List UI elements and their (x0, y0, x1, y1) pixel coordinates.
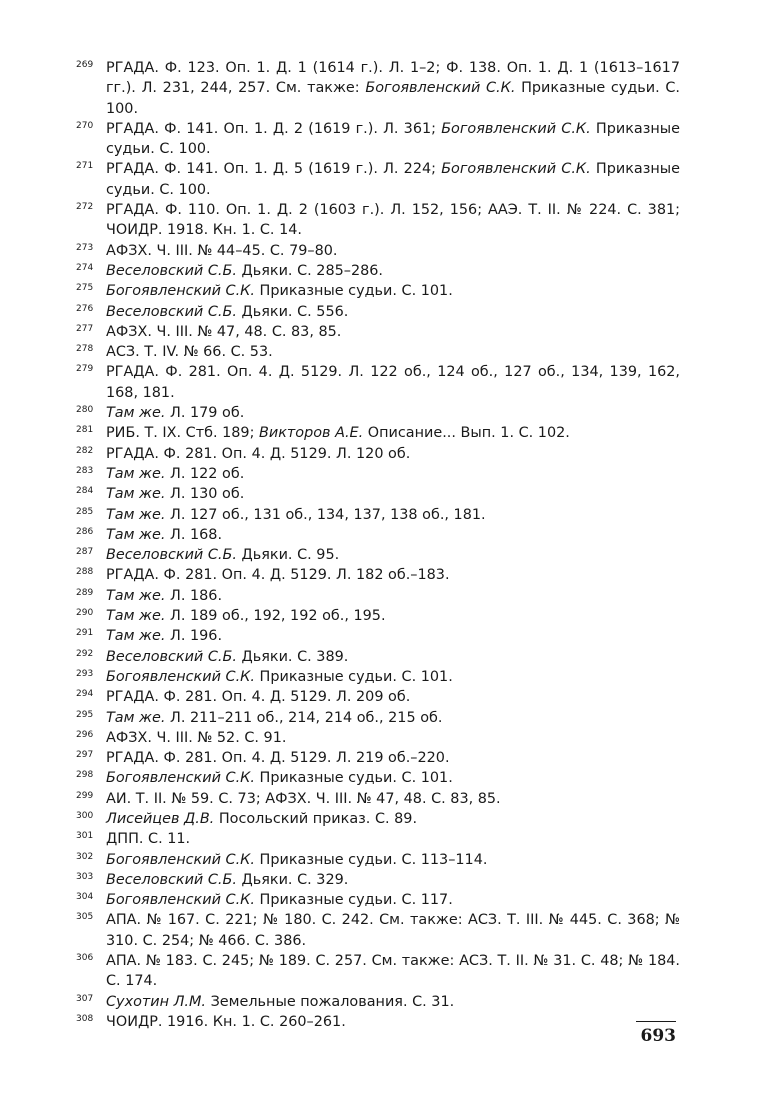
footnote-number: 307 (76, 993, 94, 1004)
footnote (76, 992, 680, 1012)
footnote-text: РГАДА. Ф. 281. Оп. 4. Д. 5129. Л. 122 об., 124 об., 127 об., 134, 139, 162, 168, 181. (106, 364, 680, 401)
footnote-text: Л. 127 об., 131 об., 134, 137, 138 об., 181. (165, 506, 486, 523)
footnote-number: 282 (76, 445, 94, 456)
footnote-number: 293 (76, 668, 94, 679)
footnote-number: 308 (76, 1013, 94, 1024)
footnote-text: РГАДА. Ф. 281. Оп. 4. Д. 5129. Л. 182 об.–183. (106, 567, 450, 584)
footnote (76, 809, 680, 829)
footnote-author: Там же. (106, 608, 166, 625)
footnote (76, 403, 680, 423)
footnote-author: Богоявленский С.К. (106, 668, 255, 685)
footnote-text: РГАДА. Ф. 281. Оп. 4. Д. 5129. Л. 219 об.–220. (106, 750, 450, 767)
footnote (76, 302, 680, 322)
footnote (76, 748, 680, 768)
footnote-author: Там же. (106, 628, 166, 645)
footnote-text: Приказные судьи. С. 113–114. (254, 851, 488, 868)
footnote-author: Веселовский С.Б. (106, 871, 237, 888)
footnote-author: Там же. (106, 486, 166, 503)
footnote-author: Веселовский С.Б. (106, 303, 237, 320)
footnote-text: Л. 196. (165, 628, 223, 645)
footnote-author: Богоявленский С.К. (441, 161, 591, 178)
footnote (76, 728, 680, 748)
footnote (76, 484, 680, 504)
footnote-number: 290 (76, 608, 94, 619)
footnote-number: 275 (76, 283, 94, 294)
footnote-text: Приказные судьи. С. 101. (254, 668, 453, 685)
page-number: 693 (636, 1021, 676, 1046)
footnote-number: 287 (76, 547, 94, 558)
footnote (76, 1012, 680, 1032)
footnote-text: Приказные судьи. С. 101. (254, 770, 453, 787)
footnote-text: Приказные судьи. С. 117. (254, 892, 453, 909)
footnote-number: 303 (76, 871, 94, 882)
footnote-author: Там же. (106, 405, 166, 422)
footnote (76, 200, 680, 241)
footnote-author: Там же. (106, 506, 166, 523)
footnote-author: Веселовский С.Б. (106, 648, 237, 665)
footnote-number: 277 (76, 323, 94, 334)
footnote-number: 305 (76, 912, 94, 923)
footnote-author: Богоявленский С.К. (106, 770, 255, 787)
footnote-text: АФЗХ. Ч. III. № 47, 48. С. 83, 85. (106, 323, 342, 340)
footnote-text: РГАДА. Ф. 123. Оп. 1. Д. 1 (1614 г.). Л. 1–2; Ф. 138. Оп. 1. Д. 1 (1613–1617 гг.). Л. 231, 244, 257. См. также: (106, 60, 680, 97)
footnote-number: 270 (76, 120, 94, 131)
footnote (76, 667, 680, 687)
footnote-text: Дьяки. С. 556. (236, 303, 349, 320)
footnote-author: Там же. (106, 526, 166, 543)
footnote-number: 281 (76, 425, 94, 436)
footnote-text: Посольский приказ. С. 89. (214, 810, 418, 827)
footnote (76, 708, 680, 728)
footnote-number: 299 (76, 790, 94, 801)
footnote (76, 159, 680, 200)
footnote-number: 289 (76, 587, 94, 598)
footnote-number: 269 (76, 60, 94, 70)
footnote-number: 271 (76, 161, 94, 172)
footnote (76, 951, 680, 992)
footnote-text: Л. 189 об., 192, 192 об., 195. (165, 608, 386, 625)
footnote (76, 565, 680, 585)
footnote-text: РИБ. Т. IX. Стб. 189; (106, 425, 259, 442)
footnote-number: 279 (76, 364, 94, 375)
footnote (76, 322, 680, 342)
footnote-author: Там же. (106, 587, 166, 604)
footnote-number: 278 (76, 344, 94, 355)
footnote-number: 284 (76, 486, 94, 497)
footnote-text: АФЗХ. Ч. III. № 52. С. 91. (106, 729, 287, 746)
footnote-text: РГАДА. Ф. 281. Оп. 4. Д. 5129. Л. 120 об. (106, 445, 411, 462)
footnotes-list (76, 58, 680, 1032)
footnote (76, 647, 680, 667)
footnote-text: РГАДА. Ф. 110. Оп. 1. Д. 2 (1603 г.). Л. 152, 156; ААЭ. Т. II. № 224. С. 381; ЧОИДР. 1918. Кн. 1. С. 14. (106, 202, 680, 239)
footnote (76, 58, 680, 119)
footnote-number: 283 (76, 465, 94, 476)
footnote-text: Л. 179 об. (165, 405, 245, 422)
footnote (76, 850, 680, 870)
footnote-number: 304 (76, 892, 94, 903)
footnote-text: Дьяки. С. 329. (236, 871, 349, 888)
footnote-author: Богоявленский С.К. (106, 283, 255, 300)
footnote-text: Дьяки. С. 389. (236, 648, 349, 665)
footnote-number: 286 (76, 526, 94, 537)
footnote-number: 272 (76, 202, 94, 213)
footnote-author: Викторов А.Е. (259, 425, 364, 442)
footnote-text: Л. 186. (165, 587, 223, 604)
footnote (76, 789, 680, 809)
footnote-number: 296 (76, 729, 94, 740)
footnote-author: Сухотин Л.М. (106, 993, 206, 1010)
footnote (76, 444, 680, 464)
footnote (76, 606, 680, 626)
footnote-text: Дьяки. С. 285–286. (236, 262, 383, 279)
footnote (76, 281, 680, 301)
footnote-number: 285 (76, 506, 94, 517)
footnote-text: Приказные судьи. С. 100. (106, 120, 681, 158)
footnote-number: 273 (76, 242, 94, 253)
footnote (76, 687, 680, 707)
footnote (76, 362, 680, 403)
footnote-author: Там же. (106, 465, 166, 482)
footnote-number: 291 (76, 628, 94, 639)
footnote-text: Приказные судьи. С. 100. (106, 80, 681, 117)
footnote-number: 274 (76, 262, 94, 273)
footnote-text: АИ. Т. II. № 59. С. 73; АФЗХ. Ч. III. № 47, 48. С. 83, 85. (106, 790, 501, 807)
footnote-text: Земельные пожалования. С. 31. (206, 993, 455, 1010)
footnote-author: Богоявленский С.К. (106, 892, 255, 909)
footnote (76, 586, 680, 606)
footnote-text: Л. 130 об. (165, 486, 245, 503)
footnote-text: АФЗХ. Ч. III. № 44–45. С. 79–80. (106, 242, 338, 259)
footnote (76, 768, 680, 788)
footnote (76, 626, 680, 646)
footnote (76, 119, 680, 160)
footnote-number: 292 (76, 648, 94, 659)
footnote-text: РГАДА. Ф. 141. Оп. 1. Д. 2 (1619 г.). Л. 361; (106, 120, 442, 137)
footnote-text: АСЗ. Т. IV. № 66. С. 53. (106, 344, 273, 361)
footnote (76, 261, 680, 281)
footnote-text: Приказные судьи. С. 100. (106, 161, 681, 198)
footnote (76, 423, 680, 443)
footnote-author: Лисейцев Д.В. (106, 810, 215, 827)
footnote (76, 545, 680, 565)
footnote-author: Веселовский С.Б. (106, 262, 237, 279)
footnote-number: 276 (76, 303, 94, 314)
footnote-text: ЧОИДР. 1916. Кн. 1. С. 260–261. (106, 1013, 346, 1030)
footnote-author: Богоявленский С.К. (365, 80, 516, 97)
footnote-text: Описание... Вып. 1. С. 102. (363, 425, 570, 442)
footnote-text: РГАДА. Ф. 281. Оп. 4. Д. 5129. Л. 209 об. (106, 689, 411, 706)
footnote-number: 302 (76, 851, 94, 862)
footnote (76, 241, 680, 261)
footnote-author: Там же. (106, 709, 166, 726)
footnote-number: 300 (76, 810, 94, 821)
footnote-number: 295 (76, 709, 94, 720)
footnote-text: ДПП. С. 11. (106, 831, 191, 848)
footnote-number: 297 (76, 750, 94, 761)
footnote (76, 870, 680, 890)
footnote-text: АПА. № 183. С. 245; № 189. С. 257. См. также: АСЗ. Т. II. № 31. С. 48; № 184. С. 174. (106, 953, 680, 990)
footnote (76, 342, 680, 362)
footnote (76, 525, 680, 545)
footnote-number: 280 (76, 405, 94, 416)
footnote-number: 301 (76, 831, 94, 842)
footnote-text: Л. 122 об. (165, 465, 245, 482)
footnote-text: АПА. № 167. С. 221; № 180. С. 242. См. также: АСЗ. Т. III. № 445. С. 368; № 310. С. 254; № 466. С. 386. (106, 912, 680, 949)
footnote (76, 910, 680, 951)
footnote-text: Л. 168. (165, 526, 223, 543)
footnote (76, 464, 680, 484)
footnote-number: 294 (76, 689, 94, 700)
footnote-author: Веселовский С.Б. (106, 547, 237, 564)
footnote-number: 288 (76, 567, 94, 578)
footnote-text: Приказные судьи. С. 101. (254, 283, 453, 300)
footnote-number: 306 (76, 953, 94, 964)
footnote-text: РГАДА. Ф. 141. Оп. 1. Д. 5 (1619 г.). Л. 224; (106, 161, 442, 178)
footnote-text: Дьяки. С. 95. (236, 547, 340, 564)
footnote (76, 505, 680, 525)
footnote (76, 890, 680, 910)
footnote-text: Л. 211–211 об., 214, 214 об., 215 об. (165, 709, 443, 726)
footnote (76, 829, 680, 849)
footnote-author: Богоявленский С.К. (441, 120, 591, 137)
footnote-number: 298 (76, 770, 94, 781)
footnote-author: Богоявленский С.К. (106, 851, 255, 868)
